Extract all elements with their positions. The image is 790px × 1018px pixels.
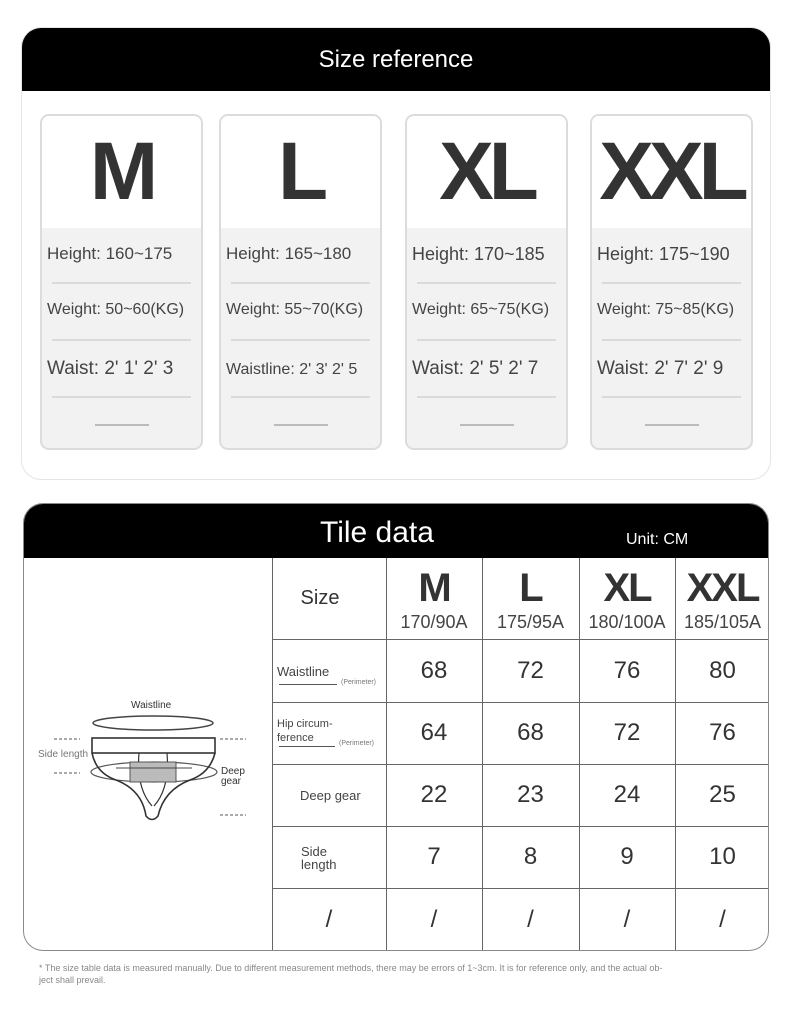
size-letter: XL [407, 116, 566, 228]
divider [602, 396, 741, 398]
size-letter: L [519, 566, 542, 610]
row-label-hip-2: ference [277, 732, 314, 744]
size-letter: L [221, 116, 380, 228]
tile-data-panel [23, 503, 769, 951]
value-cell: 68 [420, 656, 448, 684]
value-cell: / [430, 906, 438, 933]
row-label-waistline: Waistline [277, 664, 330, 679]
height-range: Height: 175~190 [597, 244, 730, 264]
value-cell: 7 [427, 843, 441, 870]
height-range: Height: 160~175 [47, 244, 173, 263]
size-card-xl [405, 114, 568, 450]
size-header-xxl [675, 566, 769, 633]
size-letter: XXL [686, 566, 759, 610]
value-cell: 76 [709, 719, 736, 746]
height-range: Height: 170~185 [412, 244, 545, 264]
value-cell: 10 [709, 843, 736, 870]
divider [417, 339, 556, 341]
diagram-label-deep: Deep [221, 766, 245, 777]
value-cell: 22 [420, 781, 448, 808]
row-label-hip-1: Hip circum- [277, 718, 333, 730]
footnote-line-2: ject shall prevail. [39, 975, 106, 985]
diagram-label-waistline: Waistline [131, 700, 172, 711]
waist-range: Waist: 2' 1' 2' 3 [47, 358, 174, 379]
garment-diagram [24, 558, 272, 951]
row-label-side-1: Side [301, 844, 328, 859]
dash-line [460, 424, 514, 426]
divider [52, 282, 191, 284]
value-cell: / [623, 906, 631, 933]
divider [602, 282, 741, 284]
weight-range: Weight: 65~75(KG) [412, 301, 550, 318]
divider [231, 396, 370, 398]
divider [417, 282, 556, 284]
value-cell: 80 [709, 656, 736, 684]
size-spec: 170/90A [400, 612, 468, 632]
size-card-l [219, 114, 382, 450]
size-card-m [40, 114, 203, 450]
waist-range: Waistline: 2' 3' 2' 5 [226, 361, 358, 378]
dash-line [274, 424, 328, 426]
size-letter: M [42, 116, 201, 228]
size-reference-title: Size reference [22, 28, 770, 91]
value-cell: 64 [420, 719, 448, 746]
size-spec: 180/100A [588, 612, 666, 632]
value-cell: 23 [517, 781, 544, 808]
perimeter-note: (Perimeter) [339, 740, 375, 747]
perimeter-note: (Perimeter) [341, 679, 377, 686]
value-cell: 72 [517, 656, 544, 684]
value-cell: 72 [613, 719, 641, 746]
value-cell: 68 [517, 719, 544, 746]
measure-arrow [279, 684, 337, 685]
value-cell: 25 [709, 781, 736, 808]
divider [52, 339, 191, 341]
row-label-deep-gear: Deep gear [300, 788, 361, 803]
size-reference-panel [21, 27, 771, 480]
value-cell: 76 [613, 656, 641, 684]
row-label-side-2: length [301, 857, 337, 872]
tile-data-header [24, 504, 768, 558]
dash-line [95, 424, 149, 426]
waist-range: Waist: 2' 7' 2' 9 [597, 358, 724, 379]
weight-range: Weight: 55~70(KG) [226, 301, 364, 318]
value-cell: 24 [613, 781, 641, 808]
divider [52, 396, 191, 398]
divider [231, 339, 370, 341]
size-header-l [482, 566, 579, 633]
size-letter: XXL [592, 116, 751, 228]
waist-range: Waist: 2' 5' 2' 7 [412, 358, 539, 379]
measure-arrow [279, 746, 335, 747]
size-column-header: Size [300, 587, 340, 609]
weight-range: Weight: 50~60(KG) [47, 301, 185, 318]
size-header-xl [579, 566, 675, 633]
diagram-label-side-length: Side length [38, 749, 89, 760]
footnote-line-1: * The size table data is measured manually. Due to different measurement methods, there may be errors of 1~3cm. It is for reference only, and the actual ob- [39, 963, 663, 973]
value-cell: / [527, 906, 534, 933]
unit-label: Unit: CM [626, 531, 689, 548]
size-card-xxl [590, 114, 753, 450]
weight-range: Weight: 75~85(KG) [597, 301, 735, 318]
height-range: Height: 165~180 [226, 244, 352, 263]
divider [602, 339, 741, 341]
dash-line [645, 424, 699, 426]
size-spec: 175/95A [496, 612, 565, 632]
diagram-label-gear: gear [221, 776, 242, 787]
value-cell: 9 [620, 843, 634, 870]
divider [231, 282, 370, 284]
size-letter: XL [603, 566, 651, 610]
size-letter: M [418, 566, 450, 610]
tile-data-title: Tile data [320, 516, 434, 549]
value-cell: 8 [523, 843, 538, 870]
size-header-m [386, 566, 482, 633]
divider [417, 396, 556, 398]
value-cell: / [719, 906, 726, 933]
row-label-blank: / [325, 906, 333, 933]
footnote [39, 962, 769, 986]
size-spec: 185/105A [683, 612, 762, 632]
